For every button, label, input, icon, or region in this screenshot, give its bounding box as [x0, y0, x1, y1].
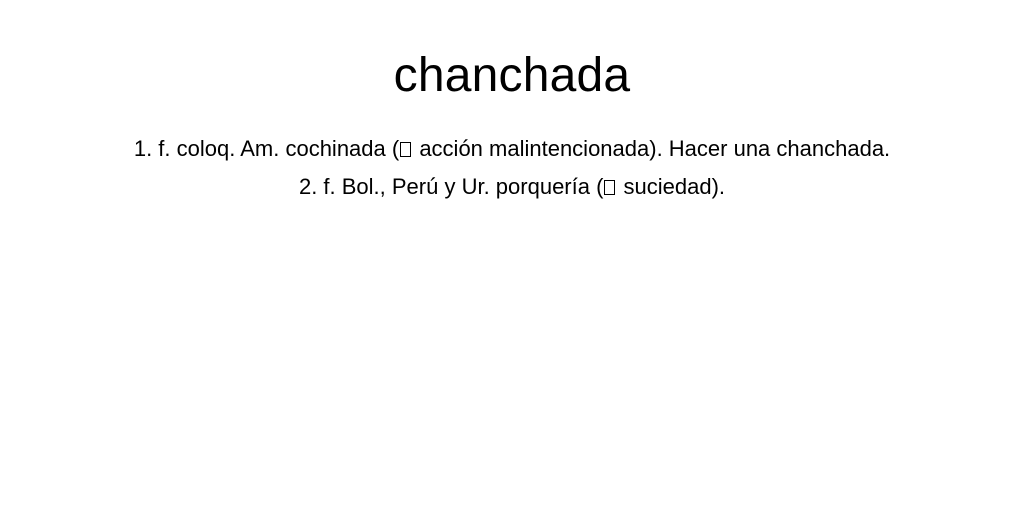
- definition-1-text-end: acción malintencionada). Hacer una chanchada.: [413, 136, 891, 161]
- definition-2: [0, 168, 1024, 206]
- definition-2-text-start: 2. f. Bol., Perú y Ur. porquería (: [298, 174, 604, 199]
- definition-1-text-start: 1. f. coloq. Am. cochinada (: [133, 136, 400, 161]
- headword: chanchada: [393, 49, 631, 102]
- definition-list: [0, 130, 1024, 206]
- definition-1: [0, 130, 1024, 168]
- missing-glyph-icon: [400, 142, 411, 157]
- definition-2-text-end: suciedad).: [617, 174, 726, 199]
- missing-glyph-icon: [604, 180, 615, 195]
